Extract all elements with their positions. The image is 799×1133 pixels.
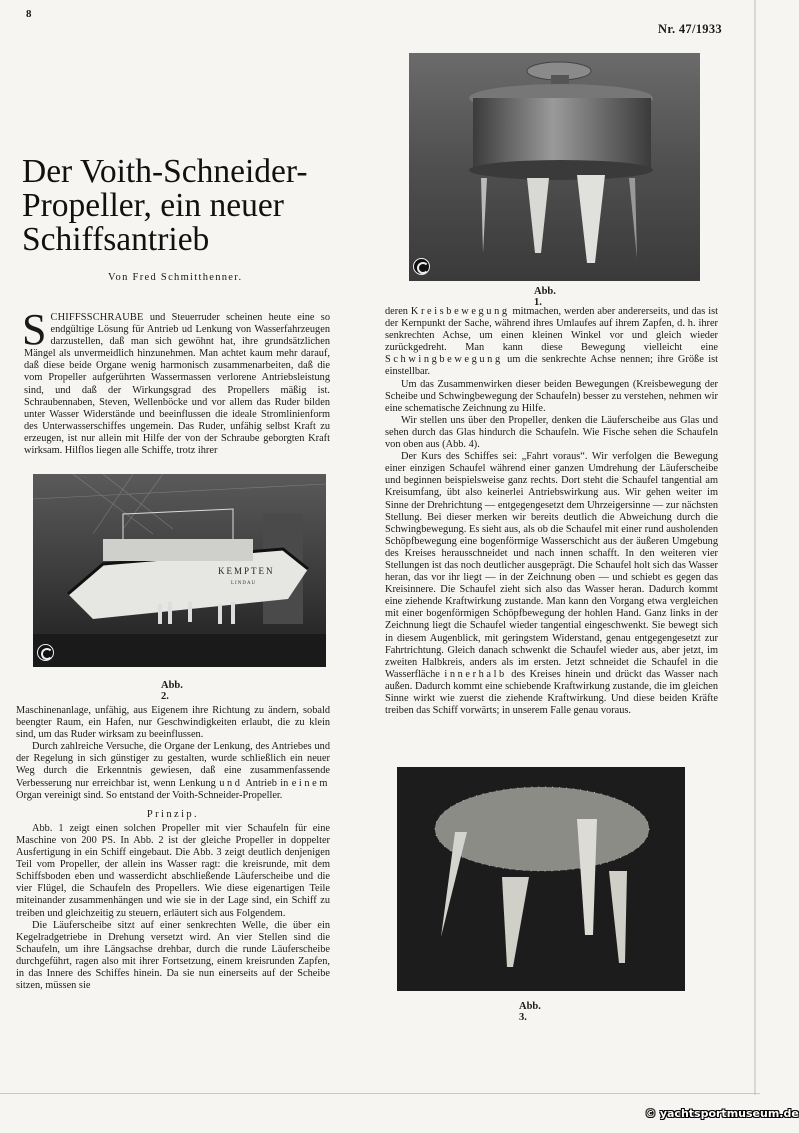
paragraph: Abb. 1 zeigt einen solchen Propeller mit vier Schaufeln für eine Maschine von 200 PS. In Abb. 2 ist der gleiche Propeller in doppelter Ausfertigung in ein Schiff eingebaut. Die Abb. 3 zeigt deutlich denjenigen Teil vom Propeller, der allein ins Wasser ragt: die kreisrunde, mit dem Schiffsboden eben und wasserdicht abschließende Läuferscheibe und die vier Flügel, die Schaufeln des Propellers. Wie diese eigenartigen Teile miteinander zusammenhängen und wie sie in der Lage sind, ein Schiff zu treiben und gleichzeitig zu steuern, erläutert sich aus Folgendem. (16, 822, 330, 919)
drop-cap: S (22, 305, 47, 354)
text-span: des Kreises hinein und drückt das Wasser nach außen. Dadurch kommt eine schiebende Kraftwirkung zustande, die im gleichen Sinne wirkt wie zuerst die ziehende Kraftwirkung. Und diese beiden Kräfte treiben das Schiff vorwärts; in unserem Falle genau voraus. (385, 668, 718, 717)
rotor-illustration (397, 767, 685, 991)
text-span: um die senkrechte Achse nennen; ihre Größe ist einstellbar. (385, 354, 718, 378)
text-span: Organ vereinigt sind. So entstand der Voith-Schneider-Propeller. (16, 789, 283, 801)
photo-propeller-workshop (409, 53, 700, 281)
byline: Von Fred Schmitthenner. (108, 272, 243, 283)
paragraph (385, 306, 718, 379)
left-column-continued (16, 705, 330, 992)
text-span: Antrieb in (242, 777, 292, 789)
photo-rotor-disc-blades (397, 767, 685, 991)
paragraph: Die Läuferscheibe sitzt auf einer senkrechten Welle, die über ein Kegelradgetriebe in Drehung versetzt wird. An vier Stellen sind die Schaufeln, um ihre Längsachse drehbar, durch die runde Läuferscheibe durchgeführt, ragen also mit ihrer Fortsetzung, einem kreisrunden Zapfen, in das Innere des Schiffes hinein. Da sie nun einerseits auf der Scheibe sitzen, müssen sie (16, 919, 330, 992)
caption-abb1: Abb. 1. (534, 286, 556, 308)
emphasis-span: Kreisbewegung (410, 306, 510, 317)
text-span: mitmachen, werden aber andererseits, und das ist der Kernpunkt der Sache, während ihres Umlaufes auf ihrem Zapfen, d. h. ihrer senkrechten Achse, um einen kleinen Winkel vor und gleich wieder zurückgedreht. Man kann diese Bewegung vielleicht eine (385, 306, 718, 354)
voith-logo-icon (413, 258, 430, 275)
hull-port-text: LINDAU (231, 581, 257, 586)
paragraph: Um das Zusammenwirken dieser beiden Bewegungen (Kreisbewegung der Scheibe und Schwingbewegung der Schaufeln) besser zu verstehen, nehmen wir eine schematische Zeichnung zu Hilfe. (385, 378, 718, 414)
left-column-intro (22, 305, 330, 457)
page-bottom-edge (0, 1093, 760, 1094)
intro-smallcaps: CHIFFSSCHRAUBE (50, 312, 144, 323)
paragraph: Wir stellen uns über den Propeller, denken die Läuferscheibe aus Glas und sehen durch das Glas hindurch die Schaufeln. Wie Fische sehen die Schaufeln von oben aus (Abb. 4). (385, 414, 718, 451)
article-title: Der Voith-Schneider-Propeller, ein neuer Schiffsantrieb (22, 153, 308, 258)
page-number: 8 (26, 8, 32, 20)
text-span: Durch zahlreiche Versuche, die Organe der Lenkung, des Antriebes und der Regelung in sich günstiger zu gestalten, wurde schließlich ein neuer Weg durch die Erkenntnis gewiesen, daß eine zusammenfassende Verbesserung nur erreichbar ist, wenn Lenkung (16, 741, 330, 789)
intro-paragraph (22, 305, 330, 457)
issue-number: Nr. 47/1933 (658, 22, 722, 36)
paragraph (16, 741, 330, 801)
paragraph: Maschinenanlage, unfähig, aus Eigenem ihre Richtung zu ändern, sobald beengter Raum, ein Hafen, nur Geschwindigkeiten erlaubt, die zu klein sind, um das Ruder wirksam zu beeinflussen. (16, 705, 330, 741)
copyright-watermark: © yachtsportmuseum.de (645, 1107, 799, 1120)
propeller-illustration (409, 53, 700, 281)
intro-text: und Steuerruder scheinen heute eine so endgültige Lösung für Antrieb ud Lenkung von Wasserfahrzeugen darzustellen, daß man sich gewöhnt hat, ihre grundsätzlichen Mängel als unvermeidlich hinzunehmen. Man achtet kaum mehr darauf, daß diese beide Organe wenig harmonisch zusammenarbeiten, daß die vom Propeller aufgerührten Wassermassen verlorene Antriebsleistung sind, und daß der Wirkungsgrad des Propellers mäßig ist. Schraubennaben, Steven, Wellenböcke und vor allem das Ruder bilden unter Wasser Widerstände und beeinflussen die ideale Stromlinienform des Unterwasserschiffes ungemein. Das Ruder, unfähig selbst Kraft zu erzeugen, ist nur allein mit Hilfe der von der Schraube geborgten Kraft wirksam. Hilflos liegen alle Schiffe, trotz ihrer (24, 312, 330, 457)
emphasis-span: Schwingbewegung (385, 354, 503, 366)
emphasis-span: innerhalb (444, 668, 507, 680)
text-span: Der Kurs des Schiffes sei: „Fahrt voraus“. Wir verfolgen die Bewegung einer einzigen Schaufel während einer ganzen Umdrehung der Läuferscheibe und beginnen beispielsweise ganz rechts. Dort steht die Schaufel tangential am Kreisumfang, übt also keinerlei Antriebswirkung aus. Wir gehen weiter im Sinne der Drehrichtung — entgegengesetzt dem Uhrzeigersinne — zur nächsten Stellung. Bei dieser merken wir bereits deutlich die Abweichung durch die Schwingbewegung. Es sieht aus, als ob die Schaufel mit einer rund ausholenden Schöpfbewegung eine bogenförmige Wasserschicht aus der äußeren Umgebung des Kreises herausschneidet und nach innen schafft. In den weiteren vier Stellungen ist das noch deutlicher ausgeprägt. Die Schaufel holt sich das Wasser heran, das vor ihr liegt — in der Zeichnung oben — und schiebt es gegen das Kreisinnere. Die Schaufel zieht sich also das Wasser heran. Dadurch kommt eine ziehende Kraftwirkung zustande. Man kann den Vorgang etwa vergleichen mit einer bogenförmigen Schöpfbewegung der hohlen Hand. Ganz links in der Zeichnung liegt die Schaufel wieder tangential eingeschwenkt. Sie bewegt sich in diesem Augenblick, mit geringstem Widerstand, genau entgegengesetzt zur Fahrtrichtung. Gleich danach schwenkt die Schaufel wieder aus, aber jetzt, im zweiten Halbkreis, anders als im ersten. Jetzt schneidet die Schaufel in die Wasserfläche (385, 451, 718, 680)
voith-logo-icon (37, 644, 54, 661)
text-span: deren (385, 306, 411, 317)
page-gutter-shadow (754, 0, 756, 1095)
caption-abb3: Abb. 3. (519, 1001, 541, 1023)
section-heading: Prinzip. (146, 808, 200, 820)
hull-name-text: KEMPTEN (218, 566, 275, 576)
paragraph (385, 451, 718, 717)
right-column (385, 306, 718, 717)
emphasis-span: einem (291, 777, 330, 789)
emphasis-span: und (219, 777, 243, 789)
caption-abb2: Abb. 2. (161, 680, 183, 702)
ship-illustration (33, 474, 326, 667)
photo-ship-in-dock (33, 474, 326, 667)
